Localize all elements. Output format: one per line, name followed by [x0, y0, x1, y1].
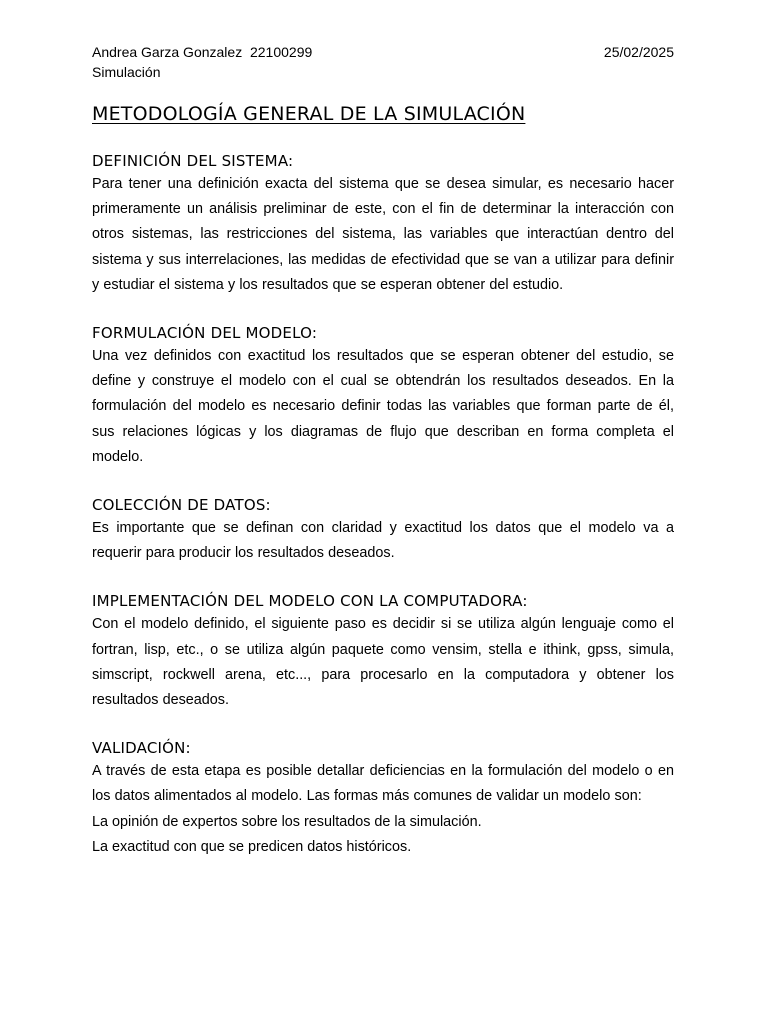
section-validacion — [92, 737, 674, 860]
section-body: A través de esta etapa es posible detallar deficiencias en la formulación del modelo o en los datos alimentados al modelo. Las formas más comunes de validar un modelo son: — [92, 763, 674, 805]
section-body: Con el modelo definido, el siguiente paso es decidir si se utiliza algún lenguaje como el fortran, lisp, etc., o se utiliza algún paquete como vensim, stella e ithink, gpss, simula, simscript, rockwell arena, etc..., para procesarlo en la computadora y obtener los resultados deseados. — [92, 616, 674, 709]
author-name: Andrea Garza Gonzalez 22100299 — [92, 44, 313, 60]
section-heading: VALIDACIÓN: — [92, 739, 191, 758]
document-date: 25/02/2025 — [603, 44, 674, 60]
section-heading: DEFINICIÓN DEL SISTEMA: — [92, 152, 294, 170]
section-implementacion — [92, 590, 674, 713]
section-heading: COLECCIÓN DE DATOS: — [92, 496, 271, 515]
section-formulacion — [92, 322, 674, 470]
validation-method-item: La opinión de expertos sobre los resultados de la simulación. — [92, 813, 482, 830]
course-name: Simulación — [92, 64, 161, 80]
document-page — [92, 42, 674, 860]
validation-method-item: La exactitud con que se predicen datos históricos. — [92, 838, 412, 855]
section-body: Una vez definidos con exactitud los resultados que se esperan obtener del estudio, se define y construye el modelo con el cual se obtendrán los resultados deseados. En la formulación del modelo es necesario definir todas las variables que forman parte de él, sus relaciones lógicas y los diagramas de flujo que describan en forma completa el modelo. — [92, 348, 674, 465]
section-body: Es importante que se definan con claridad y exactitud los datos que el modelo va a requerir para producir los resultados deseados. — [92, 520, 674, 562]
section-heading: FORMULACIÓN DEL MODELO: — [92, 324, 318, 343]
page-title: METODOLOGÍA GENERAL DE LA SIMULACIÓN — [92, 103, 526, 125]
document-header — [92, 42, 674, 82]
section-definicion — [92, 150, 674, 298]
section-coleccion — [92, 494, 674, 566]
section-heading: IMPLEMENTACIÓN DEL MODELO CON LA COMPUTADORA: — [92, 592, 528, 611]
section-body: Para tener una definición exacta del sistema que se desea simular, es necesario hacer primeramente un análisis preliminar de este, con el fin de determinar la interacción con otros sistemas, las restricciones del sistema, las variables que interactúan dentro del sistema y sus interrelaciones, las medidas de efectividad que se van a utilizar para definir y estudiar el sistema y los resultados que se esperan obtener del estudio. — [92, 176, 674, 293]
